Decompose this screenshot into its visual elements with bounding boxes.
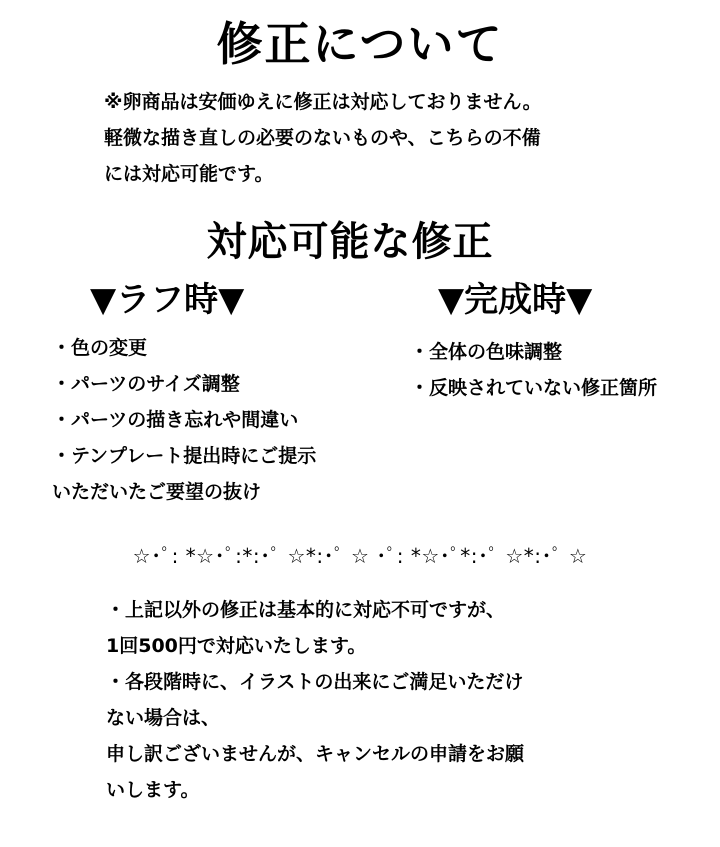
rough-list <box>52 330 316 510</box>
note-line: 申し訳ございませんが、キャンセルの申請をお願 <box>106 743 525 765</box>
list-item: ・テンプレート提出時にご提示 <box>52 445 317 467</box>
page-title: 修正について <box>216 17 504 71</box>
note-line: ・上記以外の修正は基本的に対応不可ですが、 <box>106 599 506 621</box>
star-divider: ☆･ﾟ: *☆･ﾟ:*:･ﾟ ☆*:･ﾟ ☆ ･ﾟ: *☆･ﾟ*:･ﾟ ☆*:･ﾟ ☆ <box>132 544 588 568</box>
note-line: いします。 <box>106 779 200 801</box>
list-item: ・全体の色味調整 <box>410 341 563 363</box>
list-item: いただいたご要望の抜け <box>52 481 262 503</box>
section-heading: 対応可能な修正 <box>206 219 494 265</box>
final-list <box>410 334 657 406</box>
intro-line: ※卵商品は安価ゆえに修正は対応しておりません。 <box>104 91 542 113</box>
final-heading: ▼完成時▼ <box>438 280 593 320</box>
note-line: 1回500円で対応いたします。 <box>106 635 367 657</box>
list-item: ・パーツの描き忘れや間違い <box>52 409 299 431</box>
list-item: ・反映されていない修正箇所 <box>410 377 658 399</box>
note-line: ない場合は、 <box>106 707 221 729</box>
list-item: ・色の変更 <box>52 337 148 359</box>
list-item: ・パーツのサイズ調整 <box>52 373 240 395</box>
intro-line: 軽微な描き直しの必要のないものや、こちらの不備 <box>104 127 541 149</box>
notes-text <box>106 592 524 808</box>
intro-line: には対応可能です。 <box>104 163 274 185</box>
note-line: ・各段階時に、イラストの出来にご満足いただけ <box>106 671 524 693</box>
rough-heading: ▼ラフ時▼ <box>90 280 245 320</box>
intro-text <box>104 84 542 192</box>
